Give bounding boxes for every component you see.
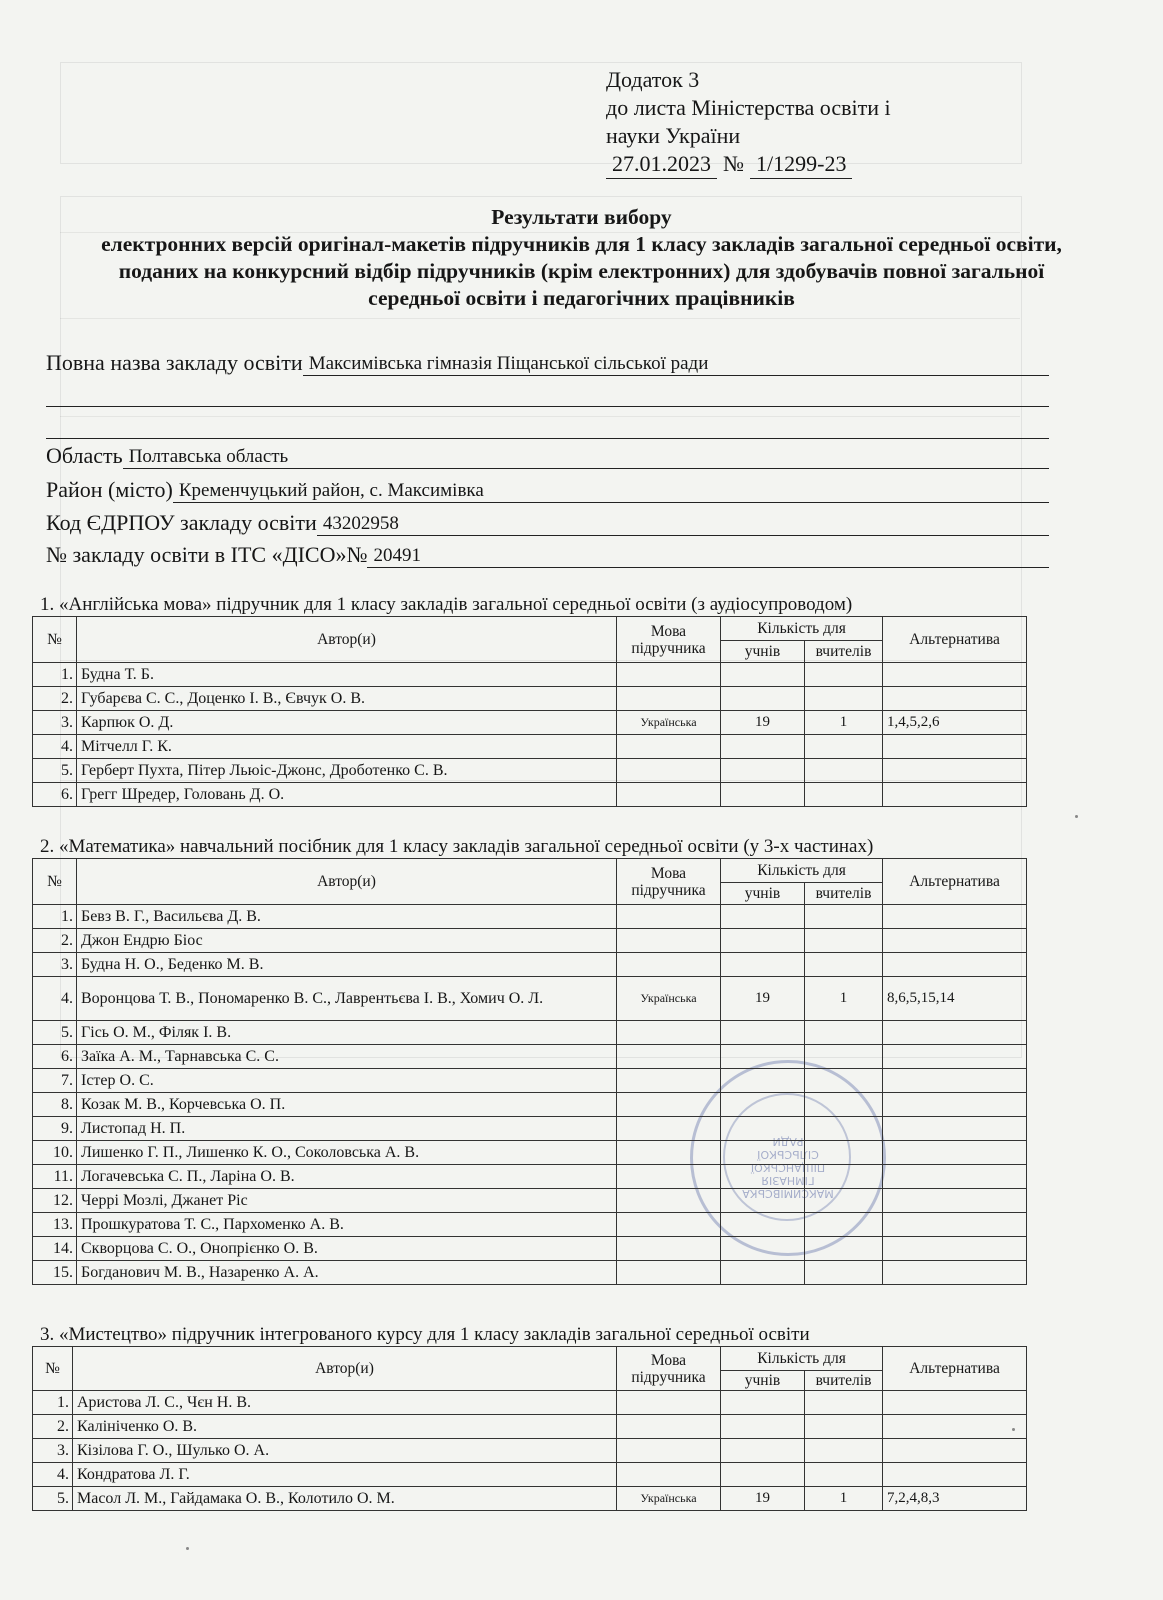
textbook-language [617,1213,721,1237]
textbook-language [617,1045,721,1069]
alternative-choices [883,759,1027,783]
alternative-choices [883,1415,1027,1439]
teachers-count [805,1261,883,1285]
students-count [721,1117,805,1141]
row-number: 2. [33,1415,73,1439]
alternative-choices [883,1093,1027,1117]
textbook-language [617,1415,721,1439]
students-count [721,1415,805,1439]
students-count [721,1141,805,1165]
author-names: Губарєва С. С., Доценко І. В., Євчук О. В. [77,687,617,711]
alternative-choices [883,663,1027,687]
table-row [33,1093,1027,1117]
row-number: 5. [33,759,77,783]
students-count [721,905,805,929]
author-names: Будна Н. О., Беденко М. В. [77,953,617,977]
table-row [33,1391,1027,1415]
students-count [721,953,805,977]
author-names: Істер О. С. [77,1069,617,1093]
teachers-count [805,1213,883,1237]
students-count [721,687,805,711]
textbook-language [617,929,721,953]
alternative-choices [883,929,1027,953]
row-number: 1. [33,663,77,687]
row-number: 1. [33,905,77,929]
table-row [33,977,1027,1021]
textbook-language [617,1141,721,1165]
table-row [33,1165,1027,1189]
textbook-language [617,1117,721,1141]
row-number: 13. [33,1213,77,1237]
teachers-count [805,1093,883,1117]
author-names: Калініченко О. В. [73,1415,617,1439]
table-row [33,1487,1027,1511]
textbook-table [32,858,1027,1285]
author-names: Прошкуратова Т. С., Пархоменко А. В. [77,1213,617,1237]
author-names: Карпюк О. Д. [77,711,617,735]
author-names: Лишенко Г. П., Лишенко К. О., Соколовська А. В. [77,1141,617,1165]
header-num: № [33,859,77,905]
textbook-language [617,905,721,929]
district-label: Район (місто) [46,477,173,502]
textbook-language: Українська [617,977,721,1021]
school-name-field [46,350,1049,376]
section-heading: 2. «Математика» навчальний посібник для 1 класу закладів загальної середньої освіти (у 3-х частинах) [40,836,874,857]
textbook-table [32,616,1027,807]
students-count [721,1021,805,1045]
table-row [33,1117,1027,1141]
alternative-choices [883,1021,1027,1045]
row-number: 4. [33,977,77,1021]
edrpou-field [46,510,1049,536]
students-count [721,1237,805,1261]
teachers-count [805,1189,883,1213]
alternative-choices: 1,4,5,2,6 [883,711,1027,735]
students-count [721,929,805,953]
teachers-count [805,929,883,953]
teachers-count: 1 [805,711,883,735]
header-students: учнів [721,1371,805,1391]
header-language: Мова підручника [617,1347,721,1391]
table-row [33,1415,1027,1439]
author-names: Козак М. В., Корчевська О. П. [77,1093,617,1117]
table-row [33,1213,1027,1237]
students-count [721,1213,805,1237]
students-count [721,663,805,687]
row-number: 5. [33,1021,77,1045]
students-count [721,1045,805,1069]
author-names: Гісь О. М., Філяк І. В. [77,1021,617,1045]
teachers-count [805,1045,883,1069]
table-row [33,1141,1027,1165]
header-authors: Автор(и) [77,617,617,663]
letter-number: 1/1299-23 [750,150,852,179]
textbook-language [617,1093,721,1117]
alternative-choices [883,687,1027,711]
teachers-count [805,1069,883,1093]
teachers-count [805,735,883,759]
header-num: № [33,1347,73,1391]
alternative-choices [883,1261,1027,1285]
row-number: 10. [33,1141,77,1165]
students-count: 19 [721,977,805,1021]
alternative-choices [883,783,1027,807]
alternative-choices [883,1463,1027,1487]
header-alternative: Альтернатива [883,1347,1027,1391]
header-alternative: Альтернатива [883,617,1027,663]
show-through-line [60,318,1020,319]
school-name-label: Повна назва закладу освіти [46,350,303,375]
alternative-choices [883,1439,1027,1463]
row-number: 9. [33,1117,77,1141]
row-number: 3. [33,1439,73,1463]
students-count [721,759,805,783]
author-names: Кондратова Л. Г. [73,1463,617,1487]
teachers-count [805,1021,883,1045]
textbook-language [617,1021,721,1045]
author-names: Будна Т. Б. [77,663,617,687]
table-row [33,711,1027,735]
alternative-choices [883,1141,1027,1165]
alternative-choices [883,1117,1027,1141]
header-quantity: Кількість для [721,859,883,883]
author-names: Заїка А. М., Тарнавська С. С. [77,1045,617,1069]
row-number: 1. [33,1391,73,1415]
row-number: 11. [33,1165,77,1189]
row-number: 5. [33,1487,73,1511]
teachers-count [805,905,883,929]
row-number: 15. [33,1261,77,1285]
itc-label: № закладу освіти в ІТС «ДІСО»№ [46,542,368,567]
author-names: Грегг Шредер, Головань Д. О. [77,783,617,807]
teachers-count [805,1391,883,1415]
teachers-count [805,783,883,807]
region-field [46,443,1049,469]
author-names: Богданович М. В., Назаренко А. А. [77,1261,617,1285]
alternative-choices [883,953,1027,977]
textbook-language [617,1189,721,1213]
table-row [33,1021,1027,1045]
header-authors: Автор(и) [77,859,617,905]
teachers-count [805,663,883,687]
table-body [33,663,1027,807]
students-count [721,1261,805,1285]
table-row [33,1189,1027,1213]
header-quantity: Кількість для [721,617,883,641]
alternative-choices [883,1045,1027,1069]
textbook-language [617,1261,721,1285]
students-count [721,1069,805,1093]
header-teachers: вчителів [805,883,883,905]
title-subtitle: електронних версій оригінал-макетів підручників для 1 класу закладів загальної середньої освіти, поданих на конкурсний відбір підручників (крім електронних) для здобувачів повної загальної середньої освіти і педагогічних працівників [101,232,1062,310]
teachers-count [805,1141,883,1165]
letter-date-number [606,150,891,179]
row-number: 4. [33,735,77,759]
teachers-count [805,1439,883,1463]
row-number: 6. [33,783,77,807]
table-row [33,929,1027,953]
table-row [33,1261,1027,1285]
alternative-choices [883,1165,1027,1189]
teachers-count [805,953,883,977]
students-count [721,1391,805,1415]
table-row [33,1045,1027,1069]
author-names: Бевз В. Г., Васильєва Д. В. [77,905,617,929]
textbook-language [617,1165,721,1189]
section-heading: 1. «Англійська мова» підручник для 1 класу закладів загальної середньої освіти (з аудіосупроводом) [40,594,853,615]
section-heading: 3. «Мистецтво» підручник інтегрованого курсу для 1 класу закладів загальної середньої освіти [40,1324,810,1345]
edrpou-value: 43202958 [317,513,1049,536]
textbook-language [617,663,721,687]
students-count [721,783,805,807]
teachers-count [805,1117,883,1141]
header-alternative: Альтернатива [883,859,1027,905]
blank-line [46,406,1049,407]
table-body [33,1391,1027,1511]
row-number: 12. [33,1189,77,1213]
speck [186,1547,189,1550]
table-row [33,759,1027,783]
row-number: 7. [33,1069,77,1093]
letter-reference: до листа Міністерства освіти і [606,95,891,120]
author-names: Аристова Л. С., Чєн Н. В. [73,1391,617,1415]
region-value: Полтавська область [123,446,1049,469]
appendix-header [606,66,891,179]
textbook-language [617,1237,721,1261]
header-language: Мова підручника [617,617,721,663]
table-row [33,663,1027,687]
table-row [33,1439,1027,1463]
header-teachers: вчителів [805,641,883,663]
textbook-language [617,759,721,783]
students-count: 19 [721,1487,805,1511]
itc-field [46,542,1049,568]
textbook-table [32,1346,1027,1511]
author-names: Черрі Мозлі, Джанет Ріс [77,1189,617,1213]
alternative-choices [883,1189,1027,1213]
students-count [721,1165,805,1189]
header-num: № [33,617,77,663]
header-quantity: Кількість для [721,1347,883,1371]
school-name-value: Максимівська гімназія Піщанської сільської ради [303,353,1049,376]
header-authors: Автор(и) [73,1347,617,1391]
alternative-choices [883,735,1027,759]
teachers-count [805,1165,883,1189]
author-names: Масол Л. М., Гайдамака О. В., Колотило О. М. [73,1487,617,1511]
teachers-count: 1 [805,1487,883,1511]
table-row [33,783,1027,807]
textbook-language [617,1391,721,1415]
row-number: 2. [33,687,77,711]
teachers-count: 1 [805,977,883,1021]
title-main: Результати вибору [491,205,672,229]
speck [1075,815,1078,818]
students-count [721,735,805,759]
textbook-language [617,687,721,711]
textbook-language [617,735,721,759]
textbook-language [617,1439,721,1463]
alternative-choices [883,1237,1027,1261]
alternative-choices [883,1391,1027,1415]
alternative-choices: 7,2,4,8,3 [883,1487,1027,1511]
header-teachers: вчителів [805,1371,883,1391]
table-body [33,905,1027,1285]
students-count [721,1439,805,1463]
author-names: Герберт Пухта, Пітер Льюіс-Джонс, Дроботенко С. В. [77,759,617,783]
table-row [33,687,1027,711]
school-stamp: МАКСИМІВСЬКА ГІМНАЗІЯ ПІЩАНСЬКОЇ СІЛЬСЬКОЇ РАДИ [690,1060,886,1256]
author-names: Джон Ендрю Біос [77,929,617,953]
teachers-count [805,759,883,783]
letter-date: 27.01.2023 [606,150,717,179]
region-label: Область [46,443,123,468]
textbook-language: Українська [617,711,721,735]
show-through-line [60,416,1020,417]
author-names: Листопад Н. П. [77,1117,617,1141]
district-value: Кременчуцький район, с. Максимівка [173,480,1049,503]
author-names: Кізілова Г. О., Шулько О. А. [73,1439,617,1463]
author-names: Мітчелл Г. К. [77,735,617,759]
table-row [33,1463,1027,1487]
teachers-count [805,1415,883,1439]
teachers-count [805,1237,883,1261]
row-number: 6. [33,1045,77,1069]
textbook-language [617,1463,721,1487]
author-names: Воронцова Т. В., Пономаренко В. С., Лаврентьєва І. В., Хомич О. Л. [77,977,617,1021]
students-count [721,1093,805,1117]
students-count: 19 [721,711,805,735]
alternative-choices [883,1069,1027,1093]
author-names: Логачевська С. П., Ларіна О. В. [77,1165,617,1189]
textbook-language [617,953,721,977]
row-number: 3. [33,711,77,735]
alternative-choices [883,905,1027,929]
alternative-choices: 8,6,5,15,14 [883,977,1027,1021]
teachers-count [805,1463,883,1487]
author-names: Скворцова С. О., Онопрієнко О. В. [77,1237,617,1261]
textbook-language: Українська [617,1487,721,1511]
row-number: 8. [33,1093,77,1117]
itc-value: 20491 [367,545,1049,568]
table-row [33,735,1027,759]
table-row [33,1069,1027,1093]
row-number: 4. [33,1463,73,1487]
students-count [721,1189,805,1213]
appendix-label: Додаток 3 [606,67,700,92]
header-students: учнів [721,641,805,663]
table-row [33,1237,1027,1261]
number-sign: № [723,151,744,176]
row-number: 14. [33,1237,77,1261]
students-count [721,1463,805,1487]
edrpou-label: Код ЄДРПОУ закладу освіти [46,510,317,535]
row-number: 3. [33,953,77,977]
textbook-language [617,783,721,807]
district-field [46,477,1049,503]
header-students: учнів [721,883,805,905]
row-number: 2. [33,929,77,953]
textbook-language [617,1069,721,1093]
teachers-count [805,687,883,711]
table-row [33,953,1027,977]
table-row [33,905,1027,929]
blank-line [46,438,1049,439]
alternative-choices [883,1213,1027,1237]
ministry-name: науки України [606,123,741,148]
header-language: Мова підручника [617,859,721,905]
document-title [40,204,1123,312]
